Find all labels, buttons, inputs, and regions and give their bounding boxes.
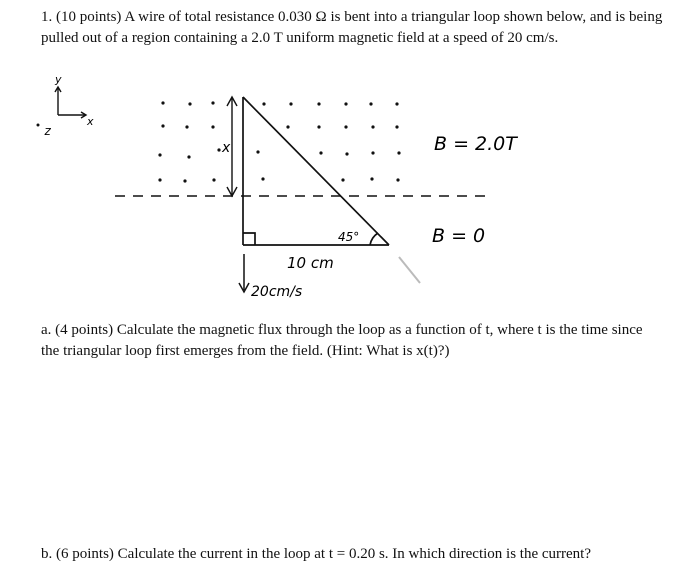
axis-x-label: x <box>87 115 94 128</box>
axes-icon <box>55 87 86 118</box>
part-b-text: Calculate the current in the loop at t = 0.20 s. In which direction is the current? <box>117 546 591 562</box>
svg-text:z: z <box>44 125 51 139</box>
velocity-arrow <box>239 254 249 292</box>
x-dimension-label: x <box>222 140 231 156</box>
axis-y-label: y <box>55 73 62 86</box>
velocity-label: 20cm/s <box>251 284 303 300</box>
problem-text: A wire of total resistance 0.030 Ω is bent into a triangular loop shown below, and is being pulled out of a region containing a 2.0 T uniform magnetic field at a speed of 20 cm/s. <box>41 9 663 46</box>
field-label-top: B = 2.0T <box>434 133 517 155</box>
field-dots <box>158 101 400 182</box>
angle-label: 45° <box>338 230 360 244</box>
axis-z-label <box>37 124 53 140</box>
base-length-label: 10 cm <box>287 254 334 272</box>
part-b-label: b. (6 points) <box>41 546 114 562</box>
part-a-text: Calculate the magnetic flux through the loop as a function of t, where t is the time since the triangular loop first emerges from the field. (Hint: What is x(t)?) <box>41 322 643 359</box>
problem-points: (10 points) <box>56 9 122 25</box>
part-a <box>41 320 663 362</box>
part-a-label: a. (4 points) <box>41 322 114 338</box>
triangular-loop <box>243 97 389 245</box>
part-b <box>41 544 663 565</box>
field-label-bottom: B = 0 <box>432 225 486 247</box>
problem-number: 1. <box>41 9 53 25</box>
